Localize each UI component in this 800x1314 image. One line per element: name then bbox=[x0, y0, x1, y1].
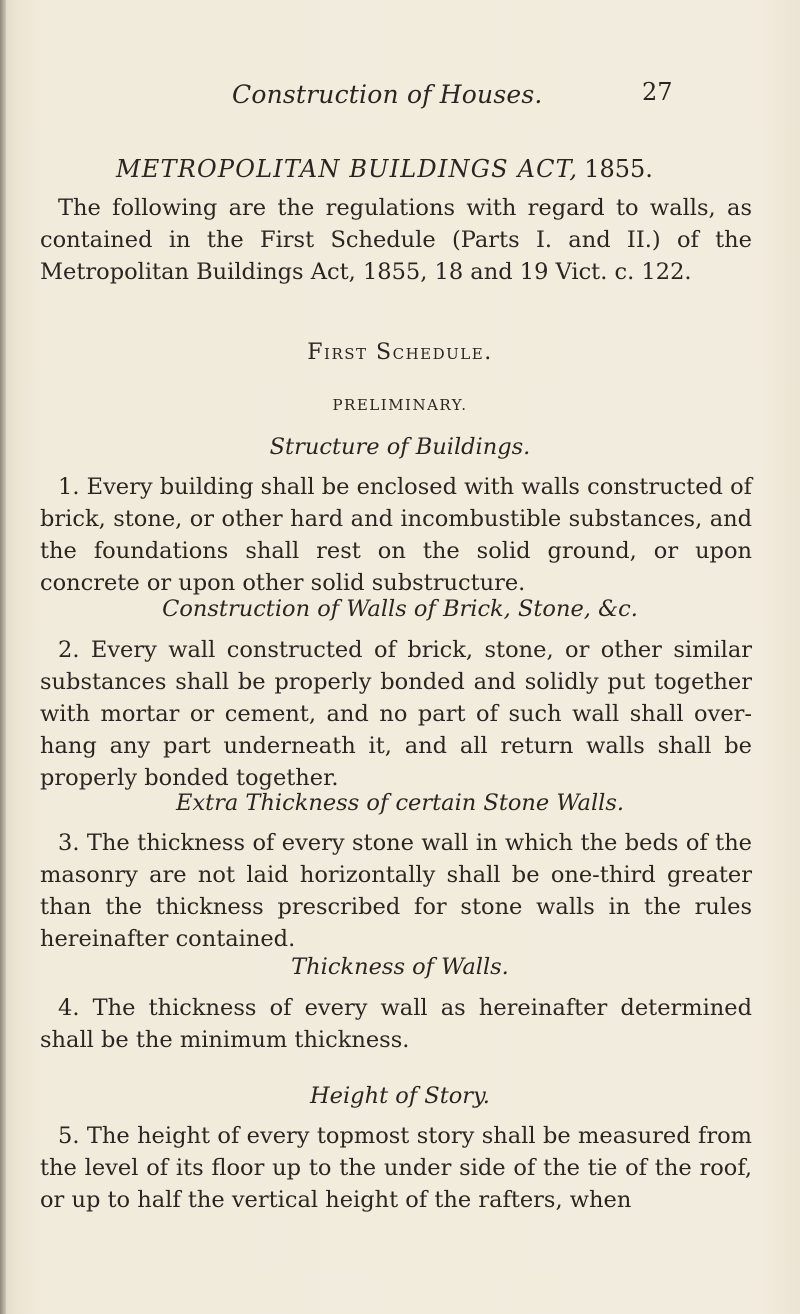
page-number: 27 bbox=[642, 78, 673, 106]
act-title bbox=[116, 155, 653, 183]
section-text: 2. Every wall constructed of brick, stone, or other similar substances shall be properly bonded and solidly put together with mortar or cement, and no part of such wall shall over-hang any part underneath it, and all return walls shall be properly bonded together. bbox=[40, 637, 752, 791]
section-text: 3. The thickness of every stone wall in which the beds of the masonry are not laid horizontally shall be one-third greater than the thickness prescribed for stone walls in the rules hereinafter contained. bbox=[40, 830, 752, 952]
act-title-year: 1855. bbox=[584, 155, 653, 183]
schedule-heading: First Schedule. bbox=[307, 340, 493, 365]
section-paragraph bbox=[40, 634, 752, 794]
intro-paragraph bbox=[40, 192, 752, 288]
section-heading: Thickness of Walls. bbox=[291, 954, 509, 980]
section-paragraph bbox=[40, 1120, 752, 1216]
section-text: 5. The height of every topmost story shall be measured from the level of its floor up to the under side of the tie of the roof, or up to half the vertical height of the rafters, when bbox=[40, 1123, 752, 1213]
section-paragraph bbox=[40, 471, 752, 599]
running-title: Construction of Houses. bbox=[232, 80, 543, 109]
act-title-text: METROPOLITAN BUILDINGS ACT, bbox=[116, 155, 579, 183]
page-spine-shadow bbox=[0, 0, 6, 1314]
preliminary-heading: PRELIMINARY. bbox=[332, 396, 468, 414]
section-heading: Structure of Buildings. bbox=[269, 434, 531, 460]
section-text: 4. The thickness of every wall as hereinafter determined shall be the minimum thickness. bbox=[40, 995, 752, 1053]
section-paragraph bbox=[40, 992, 752, 1056]
section-heading: Construction of Walls of Brick, Stone, &c. bbox=[162, 596, 638, 622]
section-heading: Height of Story. bbox=[310, 1083, 490, 1109]
section-paragraph bbox=[40, 827, 752, 955]
section-heading: Extra Thickness of certain Stone Walls. bbox=[175, 790, 625, 816]
section-text: 1. Every building shall be enclosed with walls constructed of brick, stone, or other hard and incombustible substances, and the foundations shall rest on the solid ground, or upon concrete or upon other solid substructure. bbox=[40, 474, 752, 596]
intro-text: The following are the regulations with regard to walls, as contained in the First Schedule (Parts I. and II.) of the Metropolitan Buildings Act, 1855, 18 and 19 Vict. c. 122. bbox=[40, 195, 752, 285]
